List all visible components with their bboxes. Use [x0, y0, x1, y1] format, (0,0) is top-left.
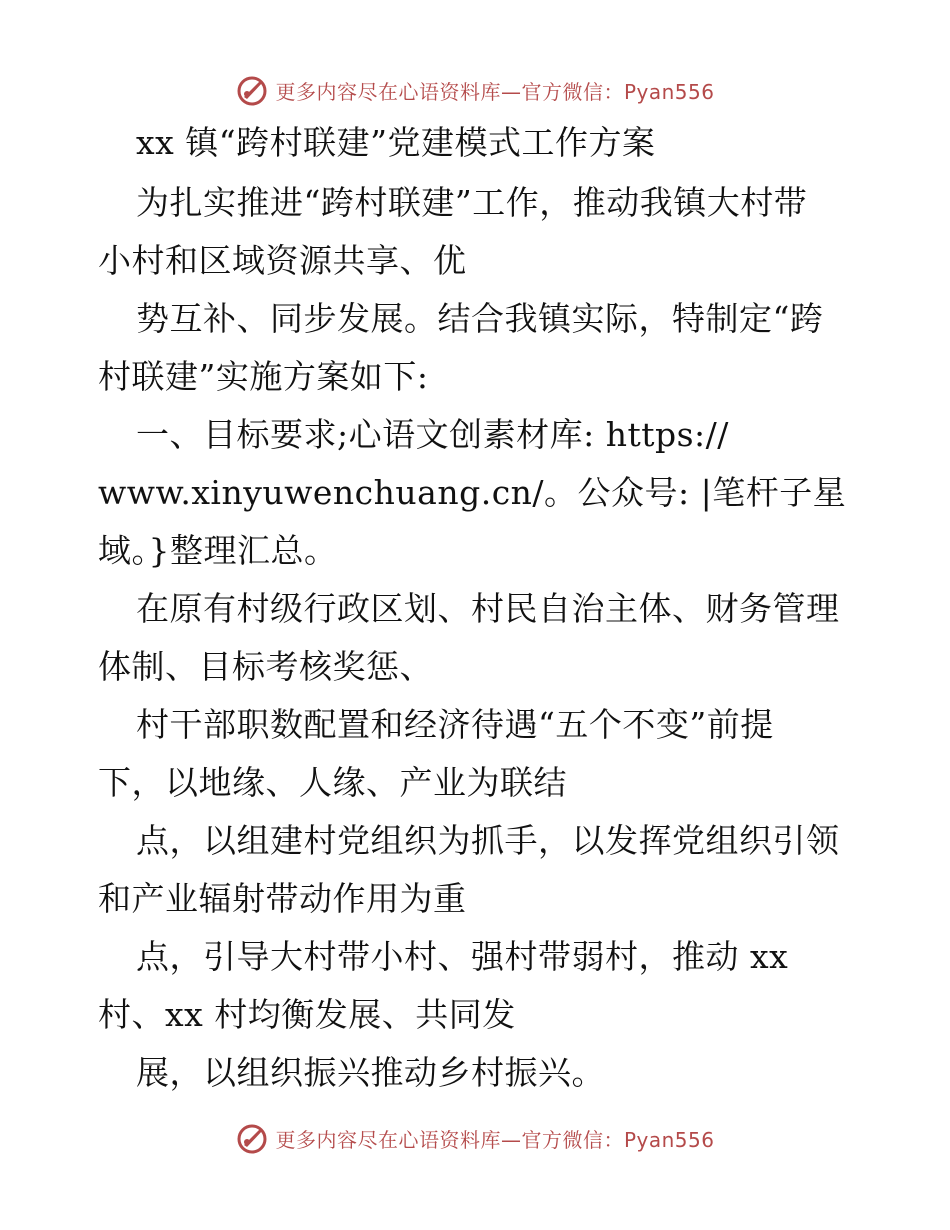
footer-watermark — [0, 1118, 950, 1158]
paragraph-line: www.xinyuwenchuang.cn/。公众号: |笔杆子星 — [98, 473, 847, 512]
paragraph-line: 下，以地缘、人缘、产业为联结 — [98, 763, 567, 802]
paragraph-line: 村干部职数配置和经济待遇“五个不变”前提 — [136, 705, 774, 744]
header-watermark — [0, 70, 950, 110]
paragraph-line: 展，以组织振兴推动乡村振兴。 — [136, 1053, 605, 1092]
paragraph-line: 村、xx 村均衡发展、共同发 — [98, 995, 516, 1034]
paragraph-line: 势互补、同步发展。结合我镇实际，特制定“跨 — [136, 299, 824, 338]
paragraph-line: 小村和区域资源共享、优 — [98, 241, 467, 280]
paragraph-line: 域。}整理汇总。 — [98, 531, 338, 570]
paragraph-line: 和产业辐射带动作用为重 — [98, 879, 467, 918]
paragraph-line: 点，以组建村党组织为抓手，以发挥党组织引领 — [136, 821, 840, 860]
paragraph-line: 在原有村级行政区划、村民自治主体、财务管理 — [136, 589, 840, 628]
watermark-text: 更多内容尽在心语资料库—官方微信：Pyan556 — [275, 1127, 715, 1152]
paragraph-line: 为扎实推进“跨村联建”工作，推动我镇大村带 — [136, 183, 808, 222]
paragraph-line: 点，引导大村带小村、强村带弱村，推动 xx — [136, 937, 789, 976]
section-heading: 一、目标要求;心语文创素材库: https:// — [136, 415, 729, 454]
paragraph-line: 村联建”实施方案如下: — [98, 357, 429, 396]
quill-seal-icon — [235, 1121, 269, 1155]
quill-seal-icon — [235, 73, 269, 107]
paragraph-line: 体制、目标考核奖惩、 — [98, 647, 433, 686]
document-title: xx 镇“跨村联建”党建模式工作方案 — [136, 123, 656, 162]
watermark-text: 更多内容尽在心语资料库—官方微信：Pyan556 — [275, 79, 715, 104]
